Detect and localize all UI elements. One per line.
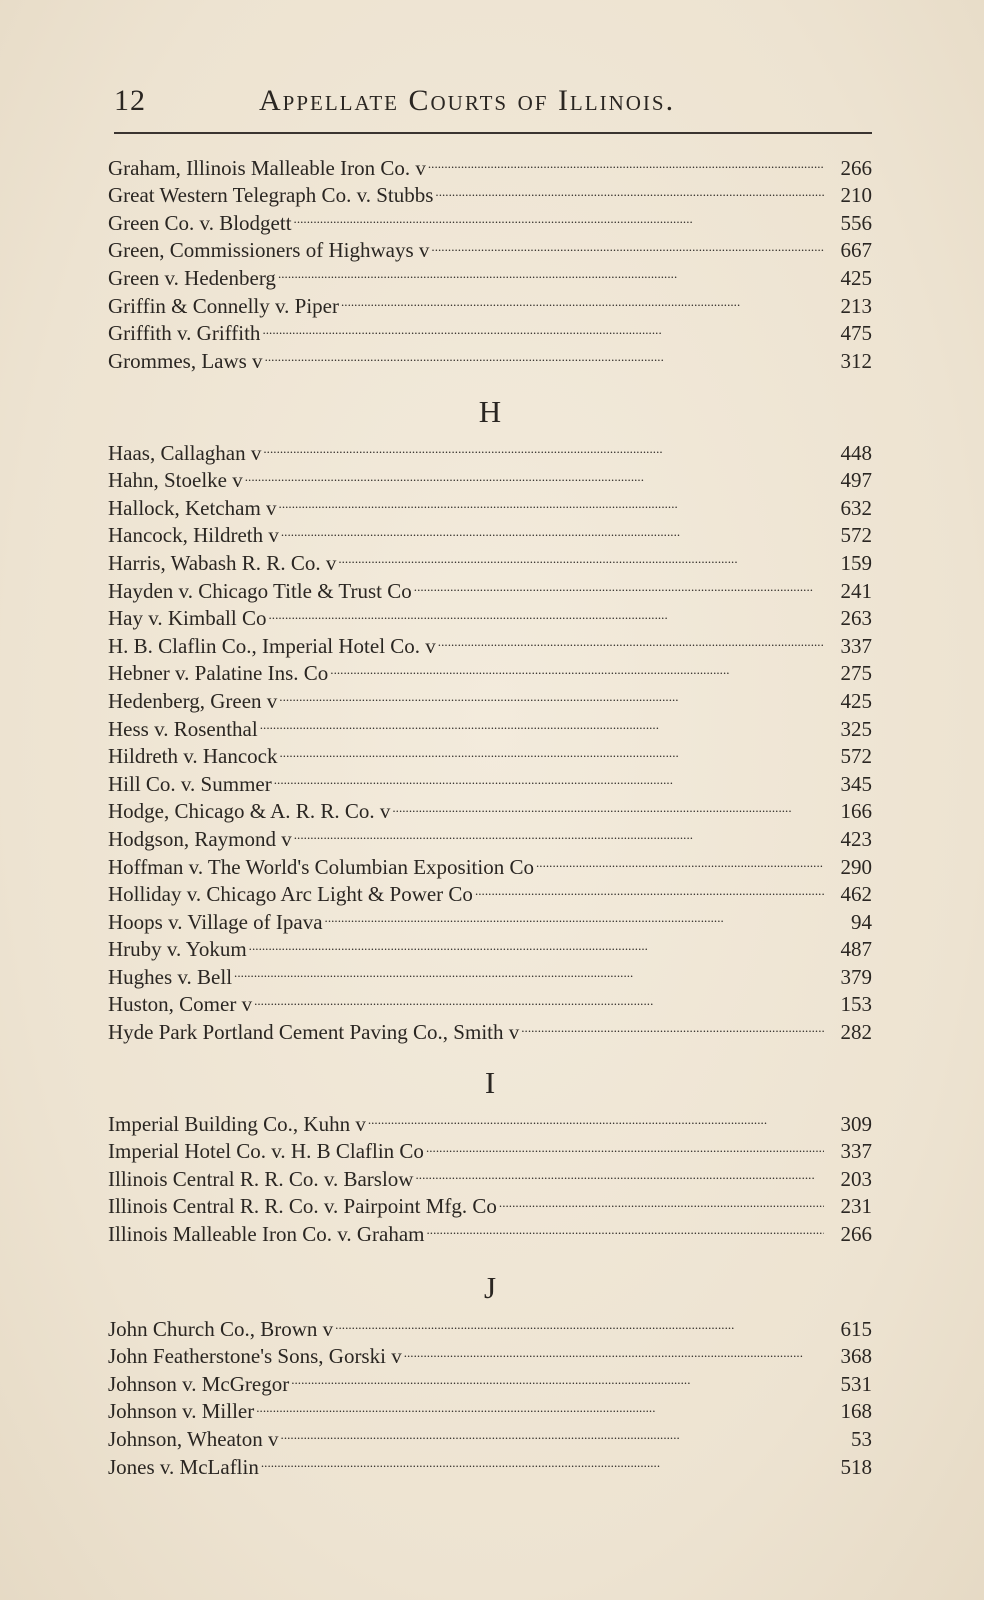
dot-leader — [245, 460, 824, 488]
dot-leader — [499, 1186, 824, 1214]
page-reference: 379 — [840, 964, 872, 989]
dot-leader — [265, 340, 824, 368]
dot-leader — [294, 818, 824, 846]
case-name: Illinois Central R. R. Co. v. Pairpoint Mfg. Co — [108, 1194, 497, 1219]
case-name: Imperial Building Co., Kuhn v — [108, 1111, 366, 1136]
case-name: Great Western Telegraph Co. v. Stubbs — [108, 183, 434, 208]
page-reference: 423 — [840, 826, 872, 851]
page-reference: 94 — [851, 909, 872, 934]
page-reference: 231 — [840, 1194, 872, 1219]
dot-leader — [426, 1213, 824, 1241]
dot-leader — [341, 285, 824, 313]
case-name: Harris, Wabash R. R. Co. v — [108, 550, 337, 575]
section-letter-heading: I — [484, 1065, 496, 1100]
dot-leader — [414, 570, 824, 598]
page-reference: 312 — [840, 348, 872, 373]
index-section-g — [108, 147, 872, 373]
page-reference: 615 — [840, 1316, 872, 1341]
dot-leader — [254, 984, 824, 1012]
case-name: Illinois Central R. R. Co. v. Barslow — [108, 1166, 414, 1191]
page-reference: 425 — [840, 265, 872, 290]
case-name: Hyde Park Portland Cement Paving Co., Smith v — [108, 1020, 520, 1045]
dot-leader — [392, 791, 824, 819]
index-entry — [108, 1308, 872, 1341]
page-reference: 309 — [840, 1111, 872, 1136]
case-name: Johnson, Wheaton v — [108, 1426, 279, 1451]
dot-leader — [279, 487, 824, 515]
case-name: Hedenberg, Green v — [108, 688, 278, 713]
case-name: Hebner v. Palatine Ins. Co — [108, 661, 329, 686]
case-name: Green v. Hedenberg — [108, 265, 276, 290]
case-name: Hayden v. Chicago Title & Trust Co — [108, 578, 412, 603]
case-name: Hess v. Rosenthal — [108, 716, 258, 741]
page-reference: 556 — [840, 210, 872, 235]
dot-leader — [256, 1391, 824, 1419]
case-name: John Featherstone's Sons, Gorski v — [108, 1344, 402, 1369]
page-reference: 337 — [840, 1139, 872, 1164]
page-reference: 290 — [840, 854, 872, 879]
dot-leader — [274, 763, 824, 791]
case-name: Johnson v. Miller — [108, 1399, 255, 1424]
page-reference: 518 — [840, 1454, 872, 1479]
dot-leader — [431, 230, 824, 258]
case-name: Holliday v. Chicago Arc Light & Power Co — [108, 882, 473, 907]
dot-leader — [415, 1158, 824, 1186]
dot-leader — [428, 147, 824, 175]
dot-leader — [521, 1011, 824, 1039]
case-name: John Church Co., Brown v — [108, 1316, 334, 1341]
dot-leader — [368, 1103, 824, 1131]
case-name: Hoffman v. The World's Columbian Exposition Co — [108, 854, 534, 879]
page-reference: 462 — [840, 882, 872, 907]
case-name: Huston, Comer v — [108, 992, 253, 1017]
dot-leader — [263, 432, 824, 460]
page-reference: 263 — [840, 606, 872, 631]
dot-leader — [262, 313, 824, 341]
dot-leader — [404, 1336, 824, 1364]
case-name: Haas, Callaghan v — [108, 440, 262, 465]
case-name: Hallock, Ketcham v — [108, 495, 277, 520]
case-name: Grommes, Laws v — [108, 348, 263, 373]
case-name: Hildreth v. Hancock — [108, 744, 278, 769]
dot-leader — [291, 1363, 824, 1391]
running-title: Appellate Courts of Illinois. — [259, 84, 676, 117]
dot-leader — [536, 846, 824, 874]
case-name: Hahn, Stoelke v — [108, 468, 243, 493]
case-name: Hay v. Kimball Co — [108, 606, 267, 631]
page-reference: 475 — [840, 321, 872, 346]
page-reference: 531 — [840, 1371, 872, 1396]
dot-leader — [294, 202, 824, 230]
page-reference: 487 — [840, 937, 872, 962]
page-reference: 210 — [840, 183, 872, 208]
page-reference: 572 — [840, 523, 872, 548]
index-section-j — [108, 1268, 872, 1479]
page-reference: 166 — [840, 799, 872, 824]
case-name: Hodgson, Raymond v — [108, 826, 292, 851]
page-reference: 667 — [840, 238, 872, 263]
page-reference: 275 — [840, 661, 872, 686]
section-letter-heading: H — [478, 394, 502, 429]
dot-leader — [330, 653, 824, 681]
page-reference: 572 — [840, 744, 872, 769]
dot-leader — [335, 1308, 824, 1336]
dot-leader — [268, 598, 824, 626]
page-reference: 213 — [840, 293, 872, 318]
dot-leader — [279, 680, 824, 708]
dot-leader — [249, 929, 824, 957]
dot-leader — [338, 542, 824, 570]
index-entry — [108, 1103, 872, 1136]
dot-leader — [281, 1418, 824, 1446]
index-section-h — [108, 392, 872, 1045]
dot-leader — [261, 1446, 824, 1474]
page-reference: 53 — [851, 1426, 872, 1451]
section-letter-heading: J — [483, 1270, 497, 1305]
case-name: Griffith v. Griffith — [108, 321, 261, 346]
case-name: Illinois Malleable Iron Co. v. Graham — [108, 1221, 425, 1246]
page-reference: 241 — [840, 578, 872, 603]
case-name: Johnson v. McGregor — [108, 1371, 290, 1396]
index-entry — [108, 432, 872, 465]
case-name: Hughes v. Bell — [108, 964, 233, 989]
page-reference: 368 — [840, 1344, 872, 1369]
case-name: Hodge, Chicago & A. R. R. Co. v — [108, 799, 391, 824]
dot-leader — [280, 736, 825, 764]
page-reference: 203 — [840, 1166, 872, 1191]
dot-leader — [325, 901, 824, 929]
case-name: Griffin & Connelly v. Piper — [108, 293, 339, 318]
page-reference: 266 — [840, 1221, 872, 1246]
case-name: Hancock, Hildreth v — [108, 523, 279, 548]
case-name: Hruby v. Yokum — [108, 937, 247, 962]
dot-leader — [426, 1131, 824, 1159]
dot-leader — [475, 874, 824, 902]
page-reference: 425 — [840, 688, 872, 713]
dot-leader — [278, 257, 824, 285]
dot-leader — [438, 625, 824, 653]
case-name: Hill Co. v. Summer — [108, 771, 272, 796]
case-name: Hoops v. Village of Ipava — [108, 909, 323, 934]
case-name: Green Co. v. Blodgett — [108, 210, 292, 235]
case-name: Green, Commissioners of Highways v — [108, 238, 430, 263]
case-name: Imperial Hotel Co. v. H. B Claflin Co — [108, 1139, 424, 1164]
page-reference: 632 — [840, 495, 872, 520]
case-name: H. B. Claflin Co., Imperial Hotel Co. v — [108, 633, 436, 658]
page-reference: 325 — [840, 716, 872, 741]
dot-leader — [281, 515, 824, 543]
page-number: 12 — [114, 84, 146, 117]
dot-leader — [260, 708, 824, 736]
dot-leader — [234, 956, 824, 984]
index-entry — [108, 147, 872, 180]
case-name: Jones v. McLaflin — [108, 1454, 259, 1479]
page-reference: 345 — [840, 771, 872, 796]
page-reference: 168 — [840, 1399, 872, 1424]
case-name: Graham, Illinois Malleable Iron Co. v — [108, 155, 426, 180]
page-reference: 153 — [840, 992, 872, 1017]
header-rule — [114, 132, 872, 134]
index-section-i — [108, 1063, 872, 1246]
page-reference: 159 — [840, 550, 872, 575]
page-reference: 337 — [840, 633, 872, 658]
page-reference: 497 — [840, 468, 872, 493]
page-reference: 448 — [840, 440, 872, 465]
page-reference: 266 — [840, 155, 872, 180]
page-header — [114, 84, 874, 124]
page-reference: 282 — [840, 1020, 872, 1045]
dot-leader — [435, 175, 824, 203]
